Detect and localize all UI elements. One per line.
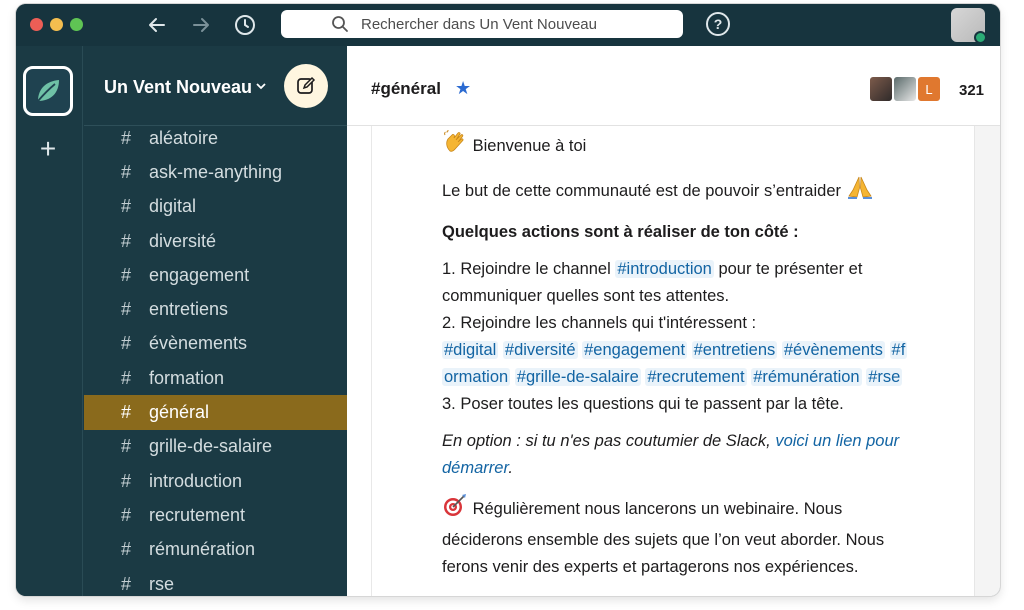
step1-prefix: 1. Rejoindre le channel [442,260,616,278]
message-body [442,126,960,581]
sidebar-item-ask-me-anything[interactable] [84,155,347,189]
star-icon[interactable]: ★ [455,78,472,98]
close-window-button[interactable] [30,18,43,31]
maximize-window-button[interactable] [70,18,83,31]
hash-icon: # [121,333,132,354]
channel-link-formation-part1[interactable]: #f [891,341,906,359]
welcome-text: Bienvenue à toi [472,136,587,155]
search-placeholder: Rechercher dans Un Vent Nouveau [361,15,597,33]
goal-text: Le but de cette communauté est de pouvoir s’entraider [442,181,841,200]
chevron-down-icon[interactable] [256,79,266,93]
channel-link-grille-de-salaire[interactable]: #grille-de-salaire [516,368,639,386]
webinar-line1: Régulièrement nous lancerons un webinaire. Nous [472,499,843,518]
hash-icon: # [121,470,132,491]
channel-label: formation [149,367,225,388]
step3-text: 3. Poser toutes les questions qui te passent par la tête. [442,395,844,413]
main-panel [347,46,1000,596]
channel-tags-line2 [442,364,960,391]
sidebar-item-diversite[interactable] [84,224,347,258]
back-arrow-icon[interactable] [142,10,172,40]
channel-link-diversite[interactable]: #diversité [504,341,576,359]
channel-label: rémunération [149,539,256,560]
channel-link-recrutement[interactable]: #recrutement [647,368,745,386]
sidebar-item-grille-de-salaire[interactable] [84,430,347,464]
channel-label: entretiens [149,299,229,320]
channel-label: diversité [149,230,217,251]
getting-started-link-cont[interactable]: démarrer [442,459,509,477]
channel-label: rse [149,573,175,594]
channel-label: digital [149,196,197,217]
sidebar-item-formation[interactable] [84,361,347,395]
actions-title: Quelques actions sont à réaliser de ton côté : [442,223,799,241]
hash-icon: # [121,539,132,560]
channel-link-entretiens[interactable]: #entretiens [693,341,776,359]
message-scrollbar[interactable] [974,126,1000,596]
hash-icon: # [121,504,132,525]
webinar-line3: ferons venir des experts et partagerons nos expériences. [442,558,859,576]
forward-arrow-icon[interactable] [186,10,216,40]
sidebar [84,46,347,596]
sidebar-item-rse[interactable] [84,567,347,596]
member-avatar [868,75,894,103]
step1-suffix: pour te présenter et [713,260,863,278]
hash-icon: # [121,573,132,594]
sidebar-item-entretiens[interactable] [84,292,347,326]
hash-icon: # [121,196,132,217]
hash-icon: # [121,402,132,423]
step2-text: 2. Rejoindre les channels qui t'intéressent : [442,314,757,332]
hash-icon: # [121,436,132,457]
channel-title[interactable]: #général [371,79,441,98]
channel-link-formation-part2[interactable]: ormation [444,368,509,386]
member-avatars[interactable] [868,75,940,103]
compose-button[interactable] [284,64,328,108]
member-avatar [892,75,918,103]
presence-indicator [974,31,987,44]
hash-icon: # [121,367,132,388]
sidebar-item-recrutement[interactable] [84,498,347,532]
option-prefix: En option : si tu n'es pas coutumier de Slack, [442,432,776,450]
waving-hand-icon [442,129,468,164]
channel-link-introduction[interactable]: #introduction [617,260,712,278]
channel-label: général [149,402,210,423]
sidebar-item-remuneration[interactable] [84,533,347,567]
channel-label: introduction [149,470,243,491]
praying-hands-icon [846,174,874,209]
search-bar[interactable] [281,10,683,38]
channel-link-evenements[interactable]: #évènements [783,341,883,359]
add-workspace-icon[interactable]: + [39,133,57,164]
app-window [16,4,1000,596]
channel-link-rse[interactable]: #rse [868,368,901,386]
sidebar-item-evenements[interactable] [84,327,347,361]
channel-label: ask-me-anything [149,161,283,182]
title-bar [16,4,1000,46]
channel-link-digital[interactable]: #digital [444,341,497,359]
member-avatar: L [916,75,942,103]
channel-label: recrutement [149,504,246,525]
sidebar-item-aleatoire[interactable] [84,121,347,155]
hash-icon: # [121,230,132,251]
pinned-message [371,126,975,596]
workspace-header [84,46,347,126]
target-dart-icon [442,492,468,527]
history-clock-icon[interactable] [230,10,260,40]
member-count[interactable]: 321 [959,82,985,99]
step1-line2: communiquer quelles sont tes attentes. [442,287,730,305]
webinar-line2: déciderons ensemble des sujets que l’on veut aborder. Nous [442,531,885,549]
workspace-rail [16,46,83,596]
channel-link-remuneration[interactable]: #rémunération [753,368,860,386]
channel-header [347,46,1000,126]
hash-icon: # [121,127,132,148]
channel-list [84,121,347,596]
help-icon[interactable]: ? [706,12,730,36]
hash-icon: # [121,264,132,285]
search-icon [331,15,349,33]
workspace-name[interactable]: Un Vent Nouveau [104,77,253,97]
workspace-leaf-icon[interactable] [23,66,73,116]
channel-tags-line1 [442,337,960,364]
sidebar-item-introduction[interactable] [84,464,347,498]
option-suffix: . [508,459,513,477]
channel-label: évènements [149,333,248,354]
channel-label: aléatoire [149,127,219,148]
channel-label: grille-de-salaire [149,436,273,457]
sidebar-item-digital[interactable] [84,190,347,224]
sidebar-item-general[interactable] [84,395,347,429]
hash-icon: # [121,161,132,182]
compose-icon [296,76,316,96]
channel-label: engagement [149,264,250,285]
channel-link-engagement[interactable]: #engagement [584,341,686,359]
sidebar-item-engagement[interactable] [84,258,347,292]
getting-started-link[interactable]: voici un lien pour [775,432,900,450]
hash-icon: # [121,299,132,320]
minimize-window-button[interactable] [50,18,63,31]
